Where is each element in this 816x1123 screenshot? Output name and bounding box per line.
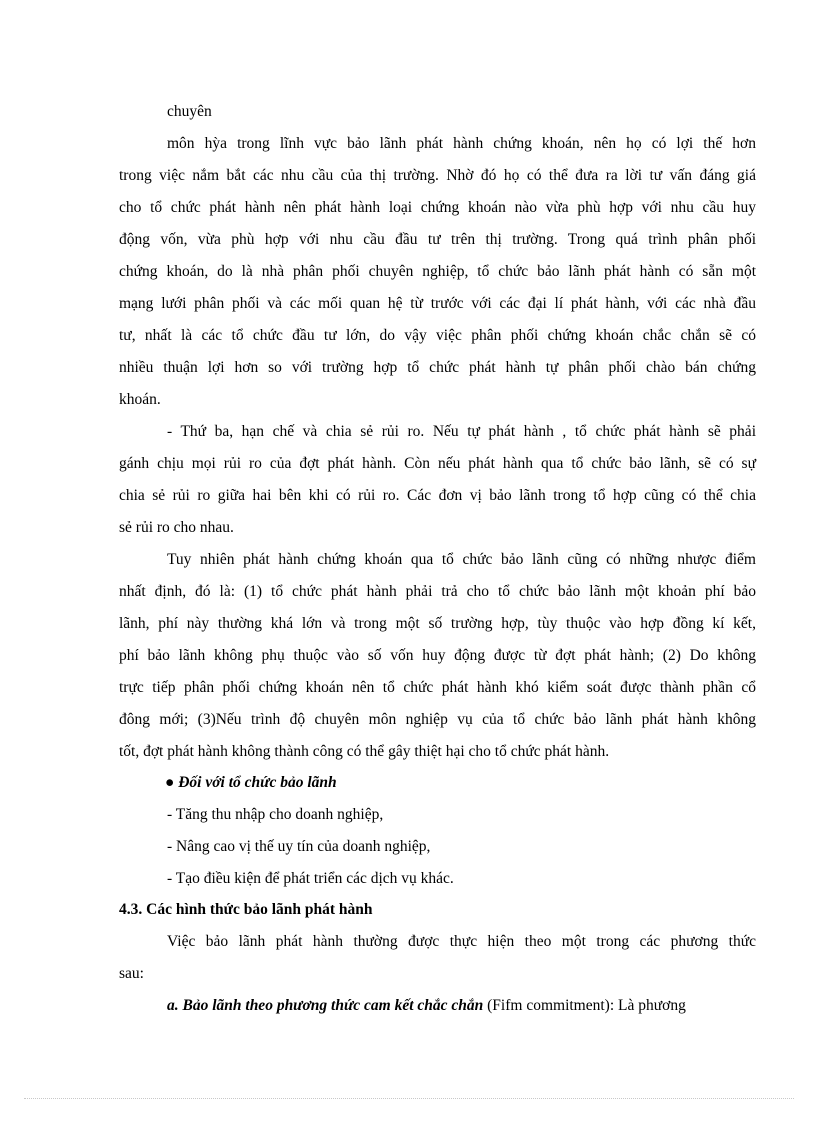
text-line: nhiều thuận lợi hơn so với trường hợp tổ chức phát hành tự phân phối chào bán chứng xyxy=(119,359,756,376)
text-line: động vốn, vừa phù hợp với nhu cầu đầu tư trên thị trường. Trong quá trình phân phối xyxy=(119,231,756,248)
text-line: đông mới; (3)Nếu trình độ chuyên môn nghiệp vụ của tổ chức bảo lãnh phát hành không xyxy=(119,711,756,728)
subheading: ● Đối với tổ chức bảo lãnh xyxy=(165,774,337,791)
method-description: (Fifm commitment): Là phương xyxy=(483,997,686,1014)
text-line: nhất định, đó là: (1) tổ chức phát hành phải trả cho tổ chức bảo lãnh một khoản phí bảo xyxy=(119,583,756,600)
section-heading: 4.3. Các hình thức bảo lãnh phát hành xyxy=(119,901,373,918)
text-line: chia sẻ rủi ro giữa hai bên khi có rủi ro. Các đơn vị bảo lãnh trong tổ hợp cũng có thể chia xyxy=(119,487,756,504)
text-line: - Thứ ba, hạn chế và chia sẻ rủi ro. Nếu tự phát hành , tổ chức phát hành sẽ phải xyxy=(167,423,756,440)
list-item: - Tăng thu nhập cho doanh nghiệp, xyxy=(167,806,384,823)
text-line: mạng lưới phân phối và các mối quan hệ từ trước với các đại lí phát hành, với các nhà đầu xyxy=(119,295,756,312)
text-line: lãnh, phí này thường khá lớn và trong một số trường hợp, tùy thuộc vào hợp đồng kí kết, xyxy=(119,615,756,632)
text-line: Tuy nhiên phát hành chứng khoán qua tổ chức bảo lãnh cũng có những nhược điểm xyxy=(167,551,756,568)
text-line: trong việc nắm bắt các nhu cầu của thị trường. Nhờ đó họ có thể đưa ra lời tư vấn đáng giá xyxy=(119,167,756,184)
text-line: khoán. xyxy=(119,391,161,408)
text-line: môn hỳa trong lĩnh vực bảo lãnh phát hành chứng khoán, nên họ có lợi thế hơn xyxy=(167,135,756,152)
list-item: - Tạo điều kiện để phát triển các dịch vụ khác. xyxy=(167,870,454,887)
text-line: chuyên xyxy=(167,103,212,120)
list-item: - Nâng cao vị thế uy tín của doanh nghiệp, xyxy=(167,838,431,855)
text-line: trực tiếp phân phối chứng khoán nên tổ chức phát hành khó kiểm soát được thành phần cổ xyxy=(119,679,756,696)
text-line: phí bảo lãnh không phụ thuộc vào số vốn huy động được từ đợt phát hành; (2) Do không xyxy=(119,647,756,664)
text-line: chứng khoán, do là nhà phân phối chuyên nghiệp, tổ chức bảo lãnh phát hành có sẵn một xyxy=(119,263,756,280)
text-line xyxy=(167,996,804,1016)
text-line: tư, nhất là các tổ chức đầu tư lớn, do vậy việc phân phối chứng khoán chắc chắn sẽ có xyxy=(119,327,756,344)
text-line: Việc bảo lãnh phát hành thường được thực hiện theo một trong các phương thức xyxy=(167,933,756,950)
footer-divider xyxy=(24,1098,794,1099)
method-heading: a. Bảo lãnh theo phương thức cam kết chắc chắn xyxy=(167,997,484,1014)
text-line: sẻ rủi ro cho nhau. xyxy=(119,519,234,536)
text-line: tốt, đợt phát hành không thành công có thể gây thiệt hại cho tổ chức phát hành. xyxy=(119,743,610,760)
text-line: cho tổ chức phát hành nên phát hành loại chứng khoán nào vừa phù hợp với nhu cầu huy xyxy=(119,199,756,216)
text-line: sau: xyxy=(119,965,144,982)
text-line: gánh chịu mọi rủi ro của đợt phát hành. Còn nếu phát hành qua tổ chức bảo lãnh, sẽ có sự xyxy=(119,455,756,472)
